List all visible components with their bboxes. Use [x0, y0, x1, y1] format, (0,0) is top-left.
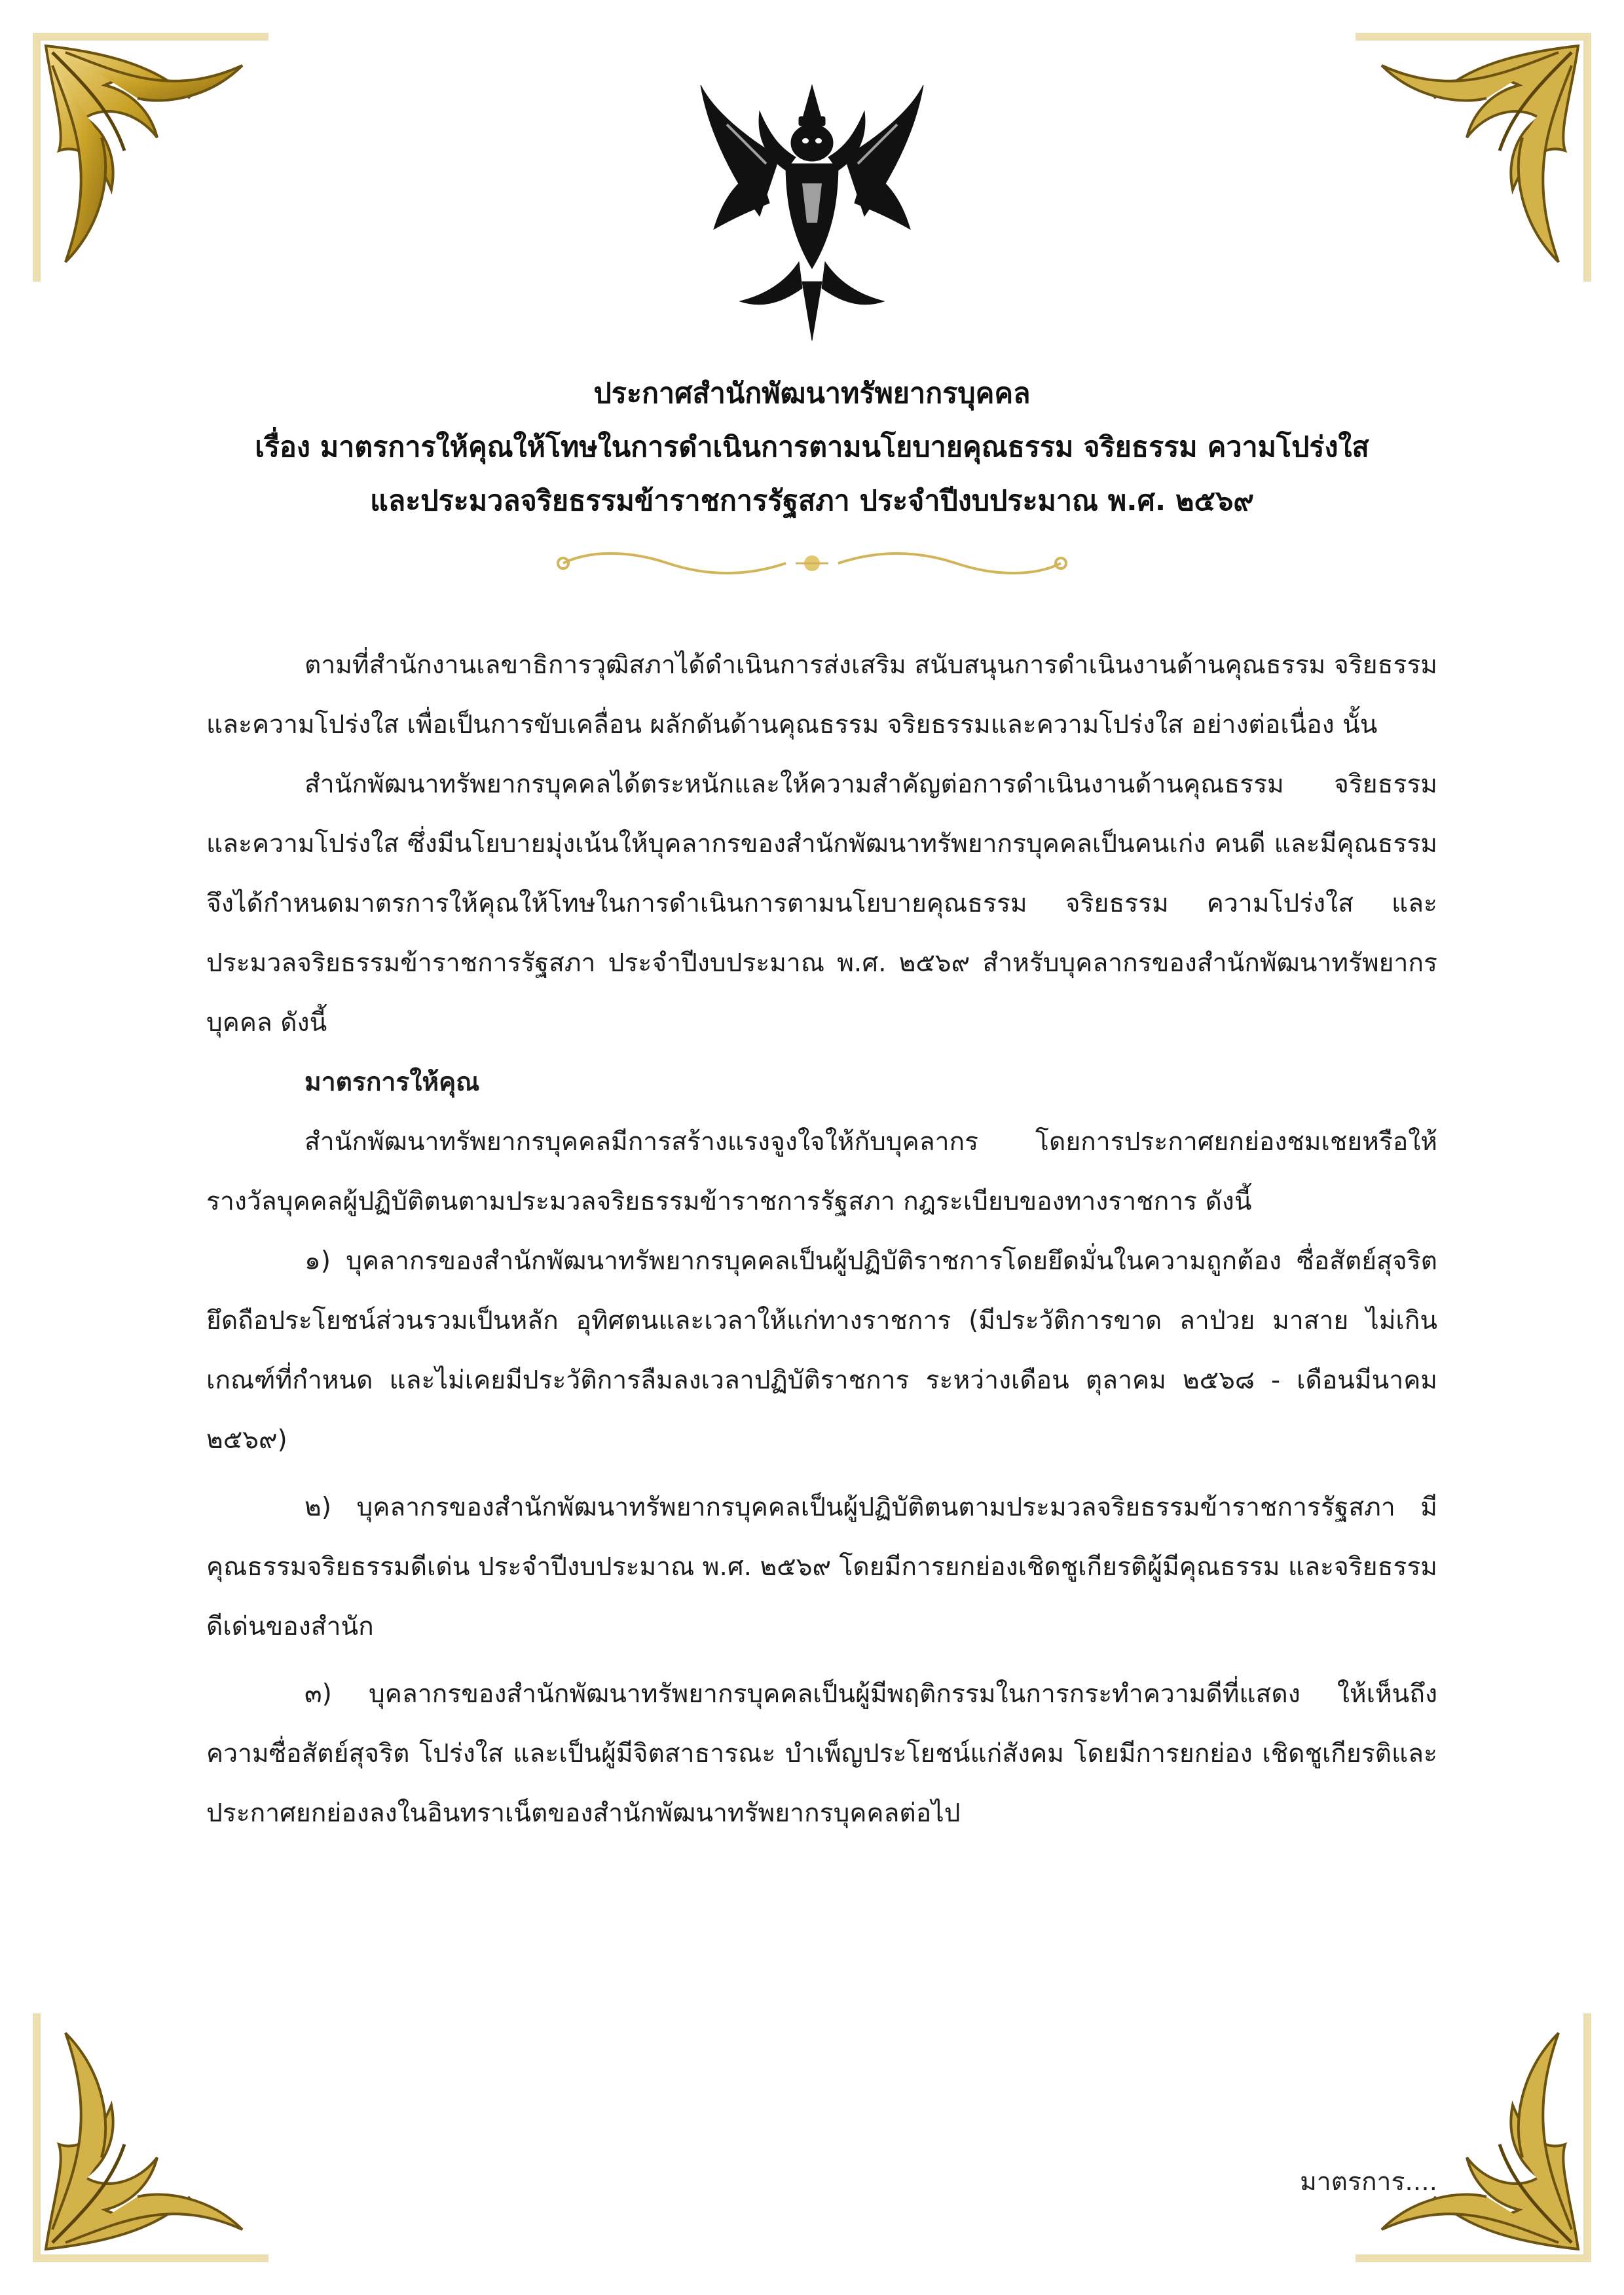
- heading-line-2: เรื่อง มาตรการให้คุณให้โทษในการดำเนินการตามนโยบายคุณธรรม จริยธรรม ความโปร่งใส: [255, 431, 1369, 464]
- gold-corner-ornament-icon: [1349, 2007, 1598, 2269]
- announcement-heading: [131, 367, 1493, 528]
- continued-on-next-page: มาตรการ....: [1300, 2167, 1437, 2197]
- ornamental-divider-icon: [537, 544, 1087, 583]
- reward-item-1: ๑) บุคลากรของสำนักพัฒนาทรัพยากรบุคคลเป็นผู้ปฏิบัติราชการโดยยึดมั่นในความถูกต้อง ซื่อสัตย์สุจริต ยึดถือประโยชน์ส่วนรวมเป็นหลัก อุทิศตนและเวลาให้แก่ทางราชการ (มีประวัติการขาด ลาป่วย มาสาย ไม่เกินเกณฑ์ที่กำหนด และไม่เคยมีประวัติการลืมลงเวลาปฏิบัติราชการ ระหว่างเดือน ตุลาคม ๒๕๖๘ - เดือนมีนาคม ๒๕๖๙): [206, 1246, 1437, 1455]
- garuda-emblem-icon: [688, 72, 936, 347]
- section-heading-rewards: มาตรการให้คุณ: [304, 1068, 480, 1097]
- heading-line-3: และประมวลจริยธรรมข้าราชการรัฐสภา ประจำปีงบประมาณ พ.ศ. ๒๕๖๙: [370, 485, 1254, 517]
- paragraph-rewards-intro: สำนักพัฒนาทรัพยากรบุคคลมีการสร้างแรงจูงใจให้กับบุคลากร โดยการประกาศยกย่องชมเชยหรือให้รางวัลบุคคลผู้ปฏิบัติตนตามประมวลจริยธรรมข้าราชการรัฐสภา กฎระเบียบของทางราชการ ดังนี้: [206, 1127, 1437, 1216]
- reward-item-3: ๓) บุคลากรของสำนักพัฒนาทรัพยากรบุคคลเป็นผู้มีพฤติกรรมในการกระทำความดีที่แสดง ให้เห็นถึงความซื่อสัตย์สุจริต โปร่งใส และเป็นผู้มีจิตสาธารณะ บำเพ็ญประโยชน์แก่สังคม โดยมีการยกย่อง เชิดชูเกียรติและประกาศยกย่องลงในอินทราเน็ตของสำนักพัฒนาทรัพยากรบุคคลต่อไป: [206, 1679, 1437, 1828]
- gold-corner-ornament-icon: [26, 2007, 275, 2269]
- paragraph-intro: ตามที่สำนักงานเลขาธิการวุฒิสภาได้ดำเนินการส่งเสริม สนับสนุนการดำเนินงานด้านคุณธรรม จริยธรรม และความโปร่งใส เพื่อเป็นการขับเคลื่อน ผลักดันด้านคุณธรรม จริยธรรมและความโปร่งใส อย่างต่อเนื่อง นั้น: [206, 650, 1437, 739]
- gold-corner-ornament-icon: [26, 26, 275, 288]
- document-body: [206, 635, 1437, 1843]
- paragraph-policy: สำนักพัฒนาทรัพยากรบุคคลได้ตระหนักและให้ความสำคัญต่อการดำเนินงานด้านคุณธรรม จริยธรรมและความโปร่งใส ซึ่งมีนโยบายมุ่งเน้นให้บุคลากรของสำนักพัฒนาทรัพยากรบุคคลเป็นคนเก่ง คนดี และมีคุณธรรม จึงได้กำหนดมาตรการให้คุณให้โทษในการดำเนินการตามนโยบายคุณธรรม จริยธรรม ความโปร่งใส และประมวลจริยธรรมข้าราชการรัฐสภา ประจำปีงบประมาณ พ.ศ. ๒๕๖๙ สำหรับบุคลากรของสำนักพัฒนาทรัพยากรบุคคล ดังนี้: [206, 770, 1437, 1037]
- heading-line-1: ประกาศสำนักพัฒนาทรัพยากรบุคคล: [593, 377, 1031, 410]
- reward-item-2: ๒) บุคลากรของสำนักพัฒนาทรัพยากรบุคคลเป็นผู้ปฏิบัติตนตามประมวลจริยธรรมข้าราชการรัฐสภา มีคุณธรรมจริยธรรมดีเด่น ประจำปีงบประมาณ พ.ศ. ๒๕๖๙ โดยมีการยกย่องเชิดชูเกียรติผู้มีคุณธรรม และจริยธรรมดีเด่นของสำนัก: [206, 1493, 1437, 1641]
- gold-corner-ornament-icon: [1349, 26, 1598, 288]
